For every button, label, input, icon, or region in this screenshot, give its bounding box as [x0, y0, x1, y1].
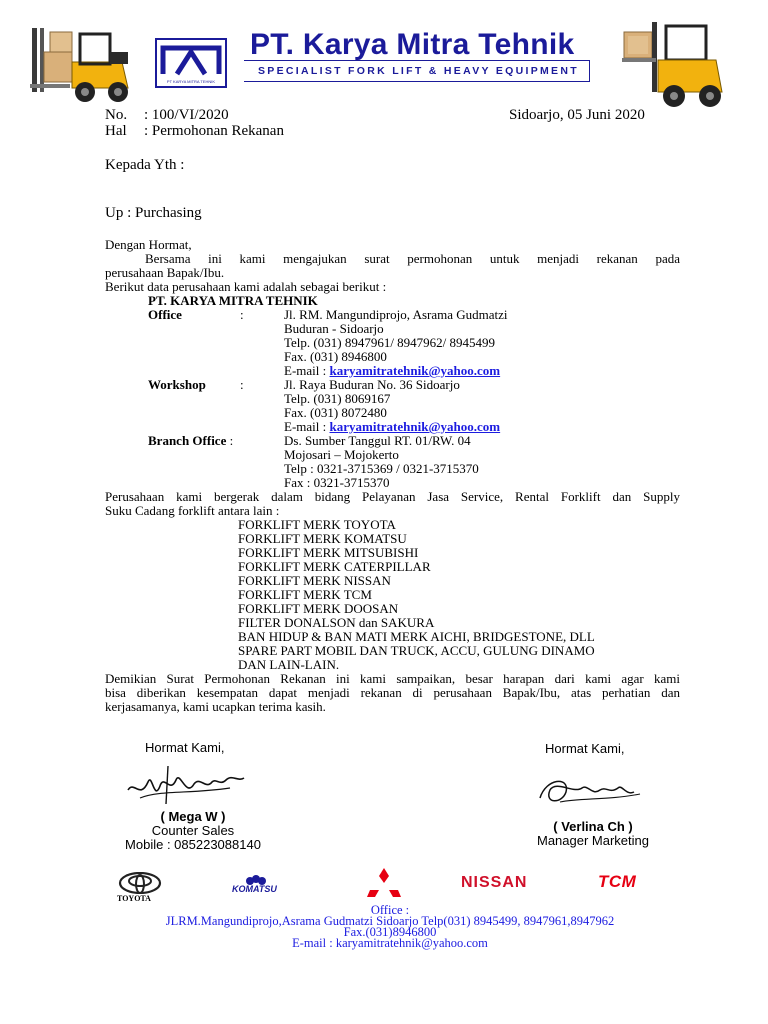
- intro-data: Berikut data perusahaan kami adalah sebagai berikut :: [105, 279, 387, 294]
- closing-line-1: Demikian Surat Permohonan Rekanan ini kami sampaikan, besar harapan dari kami agar kami: [105, 671, 680, 686]
- list-item: FORKLIFT MERK TOYOTA: [238, 517, 396, 532]
- footer-office-label: Office :: [370, 903, 410, 917]
- right-salutation: Hormat Kami,: [545, 741, 625, 756]
- list-item: SPARE PART MOBIL DAN TRUCK, ACCU, GULUNG DINAMO: [238, 643, 595, 658]
- paragraph-2-line-1: Perusahaan kami bergerak dalam bidang Pelayanan Jasa Service, Rental Forklift dan Supply: [105, 489, 680, 504]
- footer-email: E-mail : karyamitratehnik@yahoo.com: [292, 936, 488, 950]
- place-date: Sidoarjo, 05 Juni 2020: [509, 107, 645, 123]
- toyota-label: TOYOTA: [117, 894, 151, 903]
- signature-mega-icon: [120, 760, 260, 812]
- recipient-line: Kepada Yth :: [105, 157, 185, 173]
- greeting: Dengan Hormat,: [105, 237, 192, 252]
- list-item: FORKLIFT MERK DOOSAN: [238, 601, 399, 616]
- list-item: FORKLIFT MERK NISSAN: [238, 573, 391, 588]
- branch-phone: Telp : 0321-3715369 / 0321-3715370: [284, 461, 479, 476]
- attention-line: Up : Purchasing: [105, 205, 202, 221]
- branch-colon: :: [226, 433, 234, 448]
- footer-address: JLRM.Mangundiprojo,Asrama Gudmatzi Sidoarjo Telp(031) 8945499, 8947961,8947962: [165, 914, 615, 928]
- office-address-line: Jl. RM. Mangundiprojo, Asrama Gudmatzi: [284, 307, 508, 322]
- signature-verlina-icon: [530, 768, 650, 812]
- list-item: FORKLIFT MERK CATERPILLAR: [238, 559, 431, 574]
- footer-fax: Fax.(031)8946800: [343, 925, 437, 939]
- toyota-logo-icon: [118, 872, 162, 894]
- list-item: FORKLIFT MERK TCM: [238, 587, 372, 602]
- paragraph-1-line-2: perusahaan Bapak/Ibu.: [105, 265, 225, 280]
- tcm-label: TCM: [598, 872, 637, 891]
- branch-address-line: Mojosari – Mojokerto: [284, 447, 399, 462]
- workshop-phone: Telp. (031) 8069167: [284, 391, 391, 406]
- left-signatory-position: Counter Sales: [151, 823, 235, 838]
- nissan-label: NISSAN: [461, 874, 528, 891]
- paragraph-1-line-1: Bersama ini kami mengajukan surat permohonan untuk menjadi rekanan pada: [145, 251, 680, 266]
- list-item: BAN HIDUP & BAN MATI MERK AICHI, BRIDGESTONE, DLL: [238, 629, 595, 644]
- office-fax: Fax. (031) 8946800: [284, 349, 387, 364]
- left-salutation: Hormat Kami,: [145, 740, 225, 755]
- company-name: PT. Karya Mitra Tehnik: [250, 28, 575, 61]
- company-title: PT. KARYA MITRA TEHNIK: [148, 293, 318, 308]
- mitsubishi-logo-icon: [366, 868, 402, 898]
- subject-label: Hal: [105, 123, 127, 139]
- workshop-colon: :: [240, 377, 244, 392]
- branch-label: Branch Office: [148, 433, 227, 448]
- company-tagline: SPECIALIST FORK LIFT & HEAVY EQUIPMENT: [258, 65, 579, 77]
- office-phone: Telp. (031) 8947961/ 8947962/ 8945499: [284, 335, 496, 350]
- workshop-fax: Fax. (031) 8072480: [284, 405, 387, 420]
- list-item: FORKLIFT MERK MITSUBISHI: [238, 545, 419, 560]
- right-signatory-position: Manager Marketing: [537, 833, 649, 848]
- closing-line-3: kerjasamanya, kami ucapkan terima kasih.: [105, 699, 326, 714]
- office-label: Office: [148, 307, 182, 322]
- workshop-address: Jl. Raya Buduran No. 36 Sidoarjo: [284, 377, 460, 392]
- logo-caption: PT KARYA MITRA TEHNIK: [166, 79, 216, 84]
- number-value: : 100/VI/2020: [144, 107, 229, 123]
- product-list: [238, 518, 595, 672]
- number-label: No.: [105, 107, 128, 123]
- paragraph-2-line-2: Suku Cadang forklift antara lain :: [105, 503, 280, 518]
- workshop-email-link[interactable]: karyamitratehnik@yahoo.com: [329, 419, 501, 434]
- footer: [0, 905, 768, 949]
- left-signatory-mobile: Mobile : 085223088140: [125, 837, 261, 852]
- office-email-row: [284, 364, 500, 378]
- office-colon: :: [240, 307, 244, 322]
- office-address-line: Buduran - Sidoarjo: [284, 321, 384, 336]
- workshop-label: Workshop: [148, 377, 206, 392]
- email-prefix: E-mail :: [284, 363, 330, 378]
- closing-line-2: bisa diberikan kesempatan dapat menjadi rekanan di perusahaan Bapak/Ibu, atas perhatian dan: [105, 685, 680, 700]
- left-signatory-name: ( Mega W ): [160, 809, 226, 824]
- branch-fax: Fax : 0321-3715370: [284, 475, 390, 490]
- list-item: FILTER DONALSON dan SAKURA: [238, 615, 435, 630]
- email-prefix: E-mail :: [284, 419, 330, 434]
- list-item: DAN LAIN-LAIN.: [238, 657, 340, 672]
- office-email-link[interactable]: karyamitratehnik@yahoo.com: [329, 363, 501, 378]
- komatsu-label: KOMATSU: [232, 884, 277, 894]
- forklift-right-icon: [618, 18, 728, 108]
- subject-value: : Permohonan Rekanan: [144, 123, 284, 139]
- left-signatory: [108, 810, 278, 852]
- right-signatory-name: ( Verlina Ch ): [553, 819, 633, 834]
- right-signatory: [518, 820, 668, 848]
- branch-label-row: [148, 434, 233, 448]
- workshop-email-row: [284, 420, 500, 434]
- list-item: FORKLIFT MERK KOMATSU: [238, 531, 407, 546]
- forklift-left-icon: [30, 22, 135, 104]
- branch-address-line: Ds. Sumber Tanggul RT. 01/RW. 04: [284, 433, 471, 448]
